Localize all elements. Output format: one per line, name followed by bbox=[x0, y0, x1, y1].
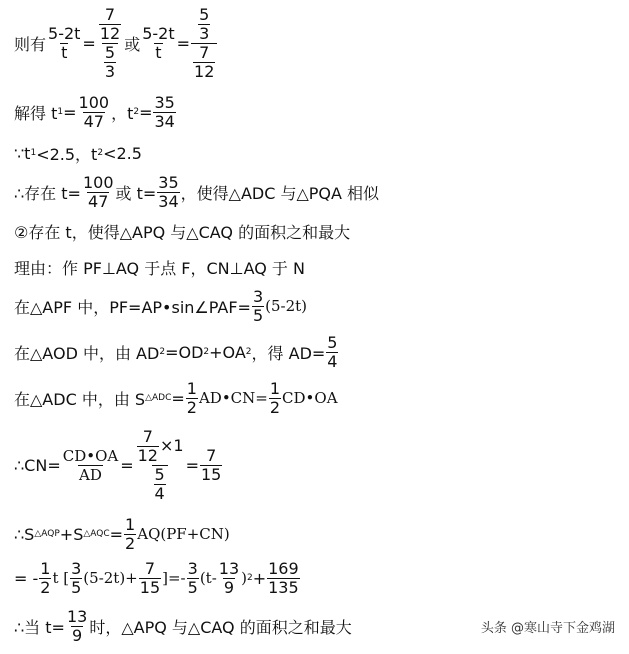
compound-fraction: $\frac{\frac{5}{3}}{\frac{7}{12}}$ bbox=[191, 6, 217, 81]
equation-line-9: 在△ADC 中，由 S △ADC = $\frac{1}{2}$ AD•CN= $\frac{1}{2}$ CD•OA bbox=[14, 378, 338, 417]
fraction: $\frac{5}{4}$ bbox=[327, 332, 338, 371]
watermark: 头条 @寒山寺下金鸡湖 bbox=[480, 621, 615, 636]
fraction: $\frac{35}{34}$ bbox=[158, 172, 179, 211]
fraction: $\frac{13}{9}$ bbox=[218, 558, 240, 597]
fraction: $\frac{35}{34}$ bbox=[154, 92, 175, 131]
equation-line-4: ∴存在 t= $\frac{100}{47}$ 或 t= $\frac{35}{34}$ ，使得△ADC 与△PQA 相似 bbox=[14, 172, 380, 211]
equation-line-8: 在△AOD 中，由 AD 2 =OD 2 +OA 2 ，得 AD= $\frac{5}{4}$ bbox=[14, 332, 338, 371]
fraction: $\frac{7}{15}$ bbox=[200, 445, 222, 484]
equation-line-11: ∴S △AQP +S △AQC = $\frac{1}{2}$ AQ(PF+CN) bbox=[14, 514, 230, 553]
fraction: $\frac{7}{15}$ bbox=[139, 558, 161, 597]
fraction: $\frac{3}{5}$ bbox=[71, 558, 82, 597]
equation-line-1: 则有 $\frac{5-2t}{t}$ = $\frac{\frac{7}{12}}{\frac{5}{3}}$ 或 $\frac{5-2t}{t}$ = $\frac{\frac{5}{3}}{\frac{7}{12}}$ bbox=[14, 4, 218, 82]
fraction: $\frac{5-2t}{t}$ bbox=[142, 23, 175, 62]
fraction: $\frac{CD•OA}{AD}$ bbox=[62, 446, 119, 484]
fraction: $\frac{13}{9}$ bbox=[66, 606, 88, 645]
fraction: $\frac{5-2t}{t}$ bbox=[48, 23, 81, 62]
fraction: $\frac{100}{47}$ bbox=[82, 172, 114, 211]
fraction: $\frac{1}{2}$ bbox=[186, 378, 197, 417]
fraction: $\frac{169}{135}$ bbox=[268, 558, 299, 597]
equation-line-13: ∴当 t= $\frac{13}{9}$ 时，△APQ 与△CAQ 的面积之和最大 bbox=[14, 606, 352, 645]
fraction: $\frac{1}{2}$ bbox=[125, 514, 136, 553]
equation-line-3: ∵t 1 <2.5，t 2 <2.5 bbox=[14, 143, 142, 164]
fraction: $\frac{100}{47}$ bbox=[78, 92, 110, 131]
fraction: $\frac{3}{5}$ bbox=[187, 558, 198, 597]
equation-line-6: 理由：作 PF⊥AQ 于点 F，CN⊥AQ 于 N bbox=[14, 258, 305, 278]
equation-line-10: ∴CN= $\frac{CD•OA}{AD}$ = $\frac{7}{12}$ ×1 $\frac{5}{4}$ = $\frac{7}{15}$ bbox=[14, 426, 222, 503]
fraction: $\frac{1}{2}$ bbox=[40, 558, 51, 597]
fraction: $\frac{1}{2}$ bbox=[269, 378, 281, 417]
equation-line-2: 解得 t 1 = $\frac{100}{47}$ ，t 2 = $\frac{35}{34}$ bbox=[14, 92, 175, 131]
compound-fraction: $\frac{7}{12}$ ×1 $\frac{5}{4}$ bbox=[137, 426, 184, 503]
equation-line-7: 在△APF 中，PF=AP•sin∠PAF= $\frac{3}{5}$ (5-2t) bbox=[14, 286, 308, 325]
fraction: $\frac{3}{5}$ bbox=[252, 286, 264, 325]
equation-line-12: = - $\frac{1}{2}$ t [ $\frac{3}{5}$ (5-2t)+ $\frac{7}{15}$ ]=- $\frac{3}{5}$ (t- $\frac{13}{9}$ ) 2 + $\frac{169}{135}$ bbox=[14, 558, 299, 597]
compound-fraction: $\frac{\frac{7}{12}}{\frac{5}{3}}$ bbox=[99, 4, 121, 81]
text: 则有 bbox=[14, 34, 47, 54]
equation-line-5: ②存在 t，使得△APQ 与△CAQ 的面积之和最大 bbox=[14, 222, 351, 242]
